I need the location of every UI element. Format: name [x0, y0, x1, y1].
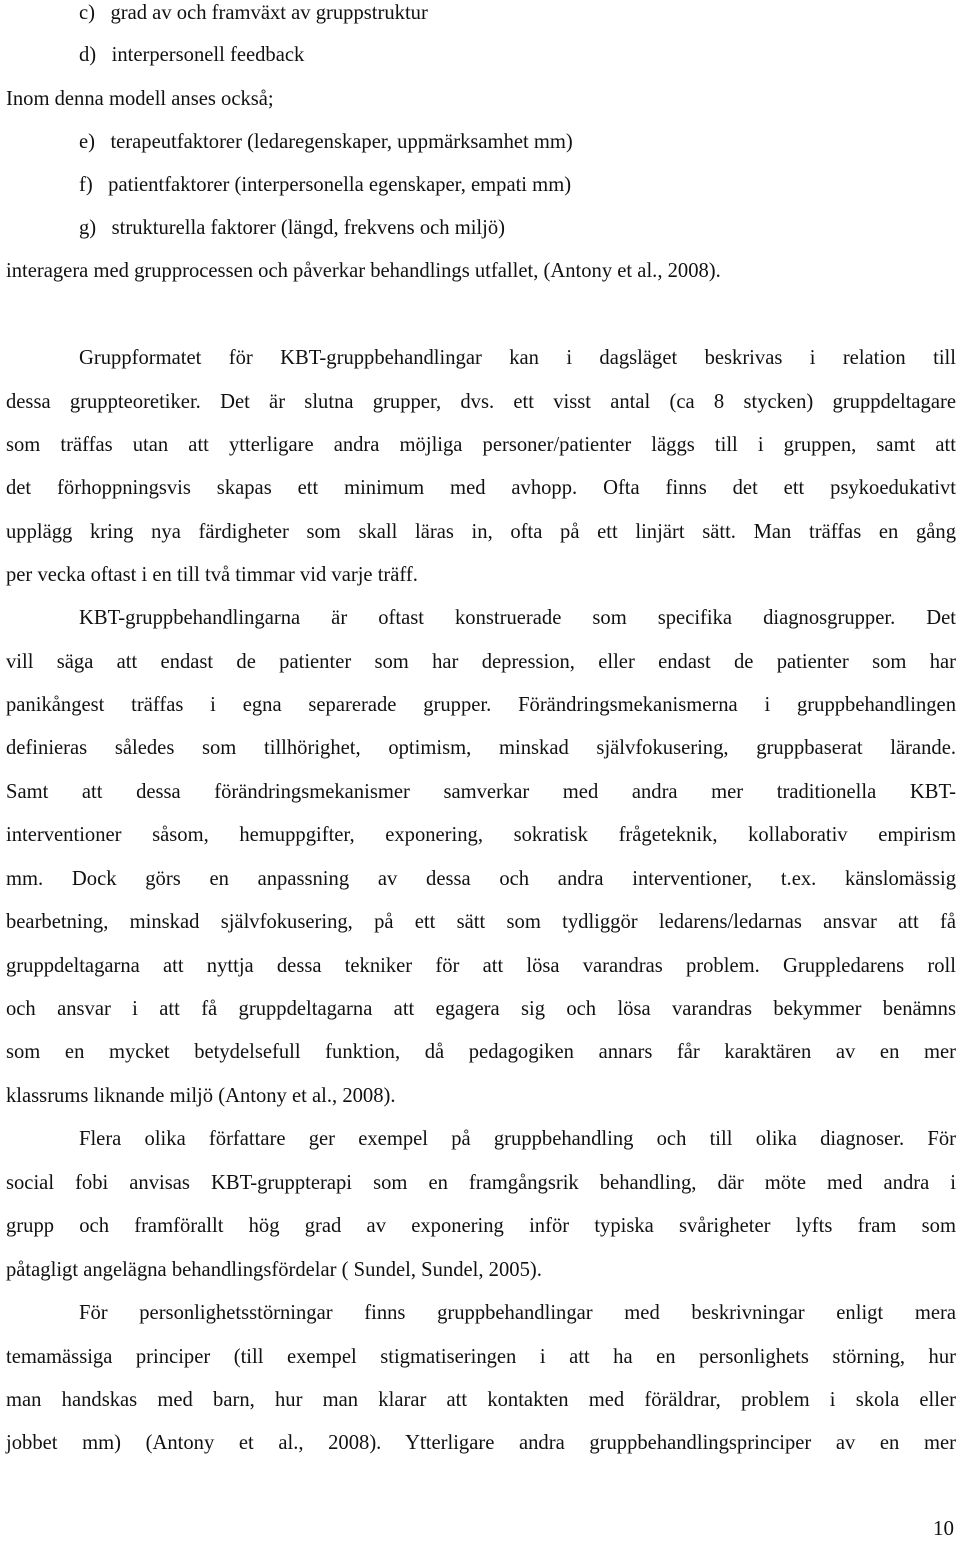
- paragraph-line: För personlighetsstörningar finns gruppbehandlingar med beskrivningar enligt mera: [79, 1302, 956, 1324]
- paragraph-line: som träffas utan att ytterligare andra möjliga personer/patienter läggs till i gruppen, samt att: [6, 434, 956, 456]
- paragraph-line: Gruppformatet för KBT-gruppbehandlingar kan i dagsläget beskrivas i relation till: [79, 347, 956, 369]
- paragraph-line: jobbet mm) (Antony et al., 2008). Ytterligare andra gruppbehandlingsprinciper av en mer: [6, 1432, 956, 1454]
- paragraph-line: social fobi anvisas KBT-gruppterapi som en framgångsrik behandling, där möte med andra i: [6, 1172, 956, 1194]
- paragraph-line: klassrums liknande miljö (Antony et al., 2008).: [6, 1085, 396, 1107]
- paragraph-line: det förhoppningsvis skapas ett minimum med avhopp. Ofta finns det ett psykoedukativt: [6, 477, 956, 499]
- paragraph-line: panikångest träffas i egna separerade grupper. Förändringsmekanismerna i gruppbehandlingen: [6, 694, 956, 716]
- page-number: 10: [933, 1516, 954, 1540]
- paragraph-line: grupp och framförallt hög grad av exponering inför typiska svårigheter lyfts fram som: [6, 1215, 956, 1237]
- paragraph-line: gruppdeltagarna att nyttja dessa tekniker för att lösa varandras problem. Gruppledarens roll: [6, 955, 956, 977]
- paragraph-line: som en mycket betydelsefull funktion, då pedagogiken annars får karaktären av en mer: [6, 1041, 956, 1063]
- list-item-c: c) grad av och framväxt av gruppstruktur: [79, 2, 428, 24]
- paragraph-line: påtagligt angelägna behandlingsfördelar ( Sundel, Sundel, 2005).: [6, 1259, 542, 1281]
- list-item-f: f) patientfaktorer (interpersonella egenskaper, empati mm): [79, 174, 572, 196]
- paragraph-line: vill säga att endast de patienter som har depression, eller endast de patienter som har: [6, 651, 956, 673]
- paragraph-line: dessa gruppteoretiker. Det är slutna grupper, dvs. ett visst antal (ca 8 stycken) gruppdeltagare: [6, 391, 956, 413]
- paragraph-line: temamässiga principer (till exempel stigmatiseringen i att ha en personlighets störning, hur: [6, 1346, 956, 1368]
- list-item-g: g) strukturella faktorer (längd, frekvens och miljö): [79, 217, 506, 239]
- paragraph-line: bearbetning, minskad självfokusering, på ett sätt som tydliggör ledarens/ledarnas ansvar att få: [6, 911, 956, 933]
- list-item-d: d) interpersonell feedback: [79, 44, 305, 66]
- list-item-e: e) terapeutfaktorer (ledaregenskaper, uppmärksamhet mm): [79, 131, 573, 153]
- paragraph-line: mm. Dock görs en anpassning av dessa och andra interventioner, t.ex. känslomässig: [6, 868, 956, 890]
- paragraph-line: man handskas med barn, hur man klarar att kontakten med föräldrar, problem i skola eller: [6, 1389, 956, 1411]
- paragraph-line: definieras således som tillhörighet, optimism, minskad självfokusering, gruppbaserat lärande.: [6, 737, 956, 759]
- paragraph-line: Flera olika författare ger exempel på gruppbehandling och till olika diagnoser. För: [79, 1128, 956, 1150]
- paragraph-line: Samt att dessa förändringsmekanismer samverkar med andra mer traditionella KBT-: [6, 781, 956, 803]
- list-intro-text: Inom denna modell anses också;: [6, 88, 274, 110]
- paragraph-line: och ansvar i att få gruppdeltagarna att egagera sig och lösa varandras bekymmer benämns: [6, 998, 956, 1020]
- paragraph-line: KBT-gruppbehandlingarna är oftast konstruerade som specifika diagnosgrupper. Det: [79, 607, 956, 629]
- paragraph-line: per vecka oftast i en till två timmar vid varje träff.: [6, 564, 418, 586]
- paragraph-line: upplägg kring nya färdigheter som skall läras in, ofta på ett linjärt sätt. Man träffas en gång: [6, 521, 956, 543]
- list-closing-text: interagera med grupprocessen och påverkar behandlings utfallet, (Antony et al., 2008).: [6, 260, 721, 282]
- paragraph-line: interventioner såsom, hemuppgifter, exponering, sokratisk frågeteknik, kollaborativ empirism: [6, 824, 956, 846]
